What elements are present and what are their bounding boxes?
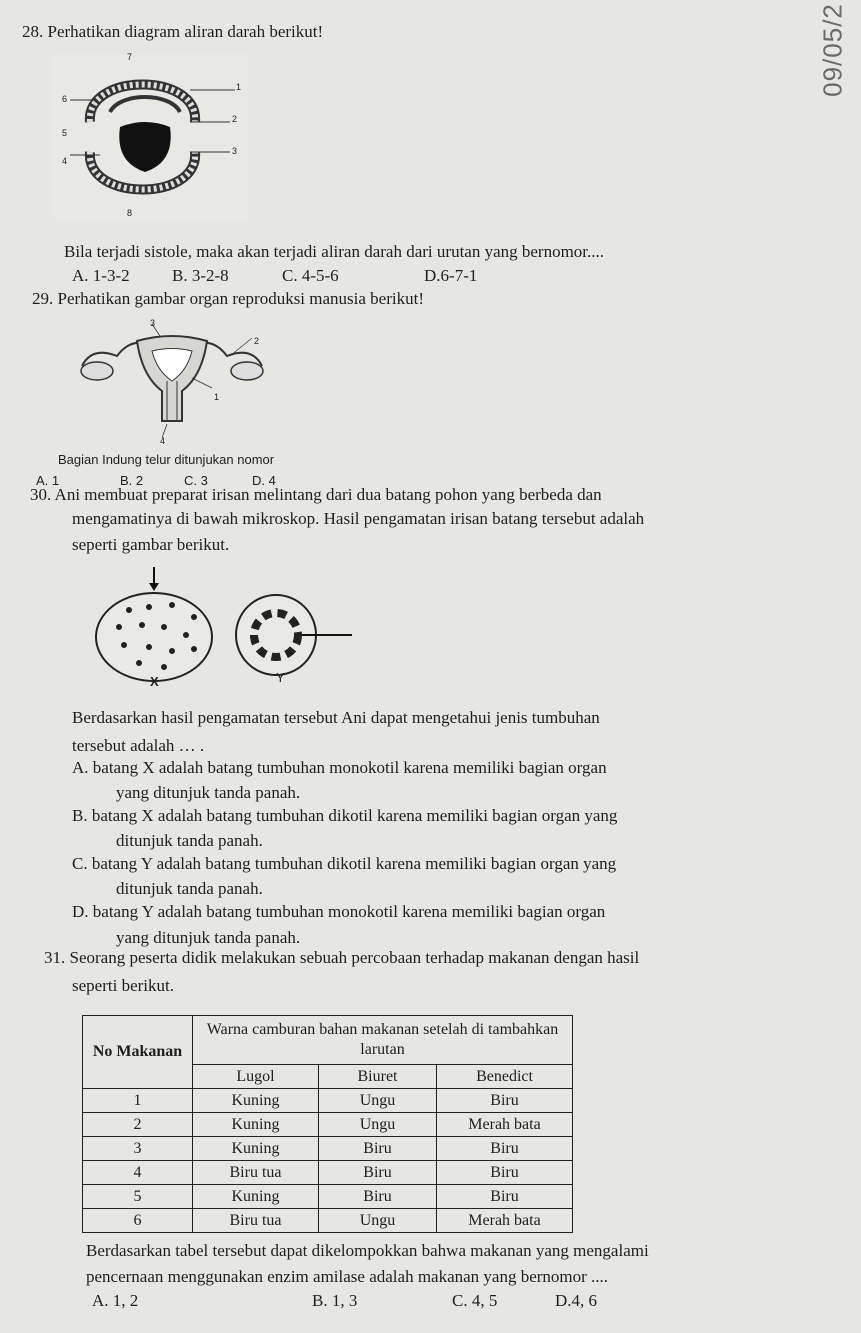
q29-label-4: 4 — [160, 436, 166, 446]
cell-benedict: Biru — [437, 1185, 573, 1209]
q29-option-c[interactable]: C. 3 — [184, 473, 208, 488]
q30-option-c[interactable]: C. batang Y adalah batang tumbuhan dikotil karena memiliki bagian organ yang — [72, 854, 617, 873]
q31-stem2: pencernaan menggunakan enzim amilase adalah makanan yang bernomor .... — [86, 1267, 609, 1286]
q28-title: 28. Perhatikan diagram aliran darah berikut! — [22, 22, 324, 41]
q28-label-2: 2 — [232, 114, 238, 124]
q30-line2: mengamatinya di bawah mikroskop. Hasil pengamatan irisan batang tersebut adalah — [72, 509, 645, 528]
header-warna: Warna camburan bahan makanan setelah di tambahkan larutan — [193, 1016, 573, 1065]
table-row — [83, 1113, 573, 1137]
q31-option-d[interactable]: D.4, 6 — [555, 1291, 598, 1310]
q28-label-6: 6 — [62, 94, 68, 104]
cell-lugol: Kuning — [193, 1185, 319, 1209]
table-row — [83, 1209, 573, 1233]
cell-benedict: Biru — [437, 1137, 573, 1161]
q29-option-d[interactable]: D. 4 — [252, 473, 276, 488]
cell-lugol: Kuning — [193, 1113, 319, 1137]
cell-benedict: Biru — [437, 1161, 573, 1185]
q28-label-3: 3 — [232, 146, 238, 156]
label-x: X — [150, 674, 159, 689]
q29-label-3: 3 — [150, 318, 156, 328]
table-row — [83, 1161, 573, 1185]
cell-benedict: Biru — [437, 1089, 573, 1113]
cell-biuret: Biru — [319, 1137, 437, 1161]
q28-option-c[interactable]: C. 4-5-6 — [282, 266, 339, 285]
q28-option-a[interactable]: A. 1-3-2 — [72, 266, 130, 285]
q29-title: 29. Perhatikan gambar organ reproduksi manusia berikut! — [32, 289, 424, 308]
header-no-makanan: No Makanan — [83, 1016, 193, 1089]
q28-label-1: 1 — [236, 82, 242, 92]
cell-lugol: Biru tua — [193, 1209, 319, 1233]
heart-circulation-diagram — [50, 52, 250, 222]
q29-label-2: 2 — [254, 336, 260, 346]
stem-cross-section-y — [224, 590, 354, 680]
cell-biuret: Ungu — [319, 1113, 437, 1137]
q28-label-5: 5 — [62, 128, 68, 138]
cell-no: 1 — [83, 1089, 193, 1113]
q30-option-d[interactable]: D. batang Y adalah batang tumbuhan monokotil karena memiliki bagian organ — [72, 902, 606, 921]
q30-option-a[interactable]: A. batang X adalah batang tumbuhan monokotil karena memiliki bagian organ — [72, 758, 607, 777]
q31-stem1: Berdasarkan tabel tersebut dapat dikelompokkan bahwa makanan yang mengalami — [86, 1241, 649, 1260]
cell-no: 2 — [83, 1113, 193, 1137]
cell-no: 4 — [83, 1161, 193, 1185]
q30-option-b[interactable]: B. batang X adalah batang tumbuhan dikotil karena memiliki bagian organ yang — [72, 806, 618, 825]
date-stamp — [813, 0, 853, 100]
q30-option-c-cont: ditunjuk tanda panah. — [116, 879, 263, 898]
reproductive-organ-diagram — [72, 316, 272, 446]
cell-lugol: Biru tua — [193, 1161, 319, 1185]
header-biuret: Biuret — [319, 1065, 437, 1089]
q28-label-7: 7 — [127, 52, 133, 62]
q30-option-b-cont: ditunjuk tanda panah. — [116, 831, 263, 850]
q29-option-b[interactable]: B. 2 — [120, 473, 144, 488]
q28-option-d[interactable]: D.6-7-1 — [424, 266, 478, 285]
q31-line1: 31. Seorang peserta didik melakukan sebuah percobaan terhadap makanan dengan hasil — [44, 948, 640, 967]
cell-lugol: Kuning — [193, 1137, 319, 1161]
cell-biuret: Biru — [319, 1161, 437, 1185]
q29-option-a[interactable]: A. 1 — [36, 473, 60, 488]
cell-benedict: Merah bata — [437, 1113, 573, 1137]
q30-line3: seperti gambar berikut. — [72, 535, 230, 554]
q31-option-a[interactable]: A. 1, 2 — [92, 1291, 139, 1310]
q30-line1: 30. Ani membuat preparat irisan melintang dari dua batang pohon yang berbeda dan — [30, 485, 602, 504]
table-row — [83, 1089, 573, 1113]
q28-option-b[interactable]: B. 3-2-8 — [172, 266, 229, 285]
header-benedict: Benedict — [437, 1065, 573, 1089]
date-stamp-text: 09/05/2 — [817, 3, 848, 97]
q30-stem1: Berdasarkan hasil pengamatan tersebut Ani dapat mengetahui jenis tumbuhan — [72, 708, 600, 727]
cell-no: 6 — [83, 1209, 193, 1233]
q31-line2: seperti berikut. — [72, 976, 174, 995]
cell-biuret: Ungu — [319, 1209, 437, 1233]
q28-label-4: 4 — [62, 156, 68, 166]
label-y: Y — [276, 670, 285, 685]
table-row — [83, 1137, 573, 1161]
cell-biuret: Ungu — [319, 1089, 437, 1113]
q28-label-8: 8 — [127, 208, 133, 218]
q29-caption: Bagian Indung telur ditunjukan nomor — [58, 452, 275, 467]
cell-no: 5 — [83, 1185, 193, 1209]
q30-stem2: tersebut adalah … . — [72, 736, 205, 755]
q29-label-1: 1 — [214, 392, 220, 402]
stem-cross-section-x — [94, 565, 224, 685]
q31-option-b[interactable]: B. 1, 3 — [312, 1291, 358, 1310]
header-lugol: Lugol — [193, 1065, 319, 1089]
table-row — [83, 1185, 573, 1209]
cell-lugol: Kuning — [193, 1089, 319, 1113]
q31-option-c[interactable]: C. 4, 5 — [452, 1291, 498, 1310]
q30-option-a-cont: yang ditunjuk tanda panah. — [116, 783, 301, 802]
cell-biuret: Biru — [319, 1185, 437, 1209]
food-test-table — [82, 1015, 573, 1233]
q30-option-d-cont: yang ditunjuk tanda panah. — [116, 928, 301, 947]
cell-benedict: Merah bata — [437, 1209, 573, 1233]
cell-no: 3 — [83, 1137, 193, 1161]
q28-question: Bila terjadi sistole, maka akan terjadi aliran darah dari urutan yang bernomor.... — [64, 242, 605, 261]
